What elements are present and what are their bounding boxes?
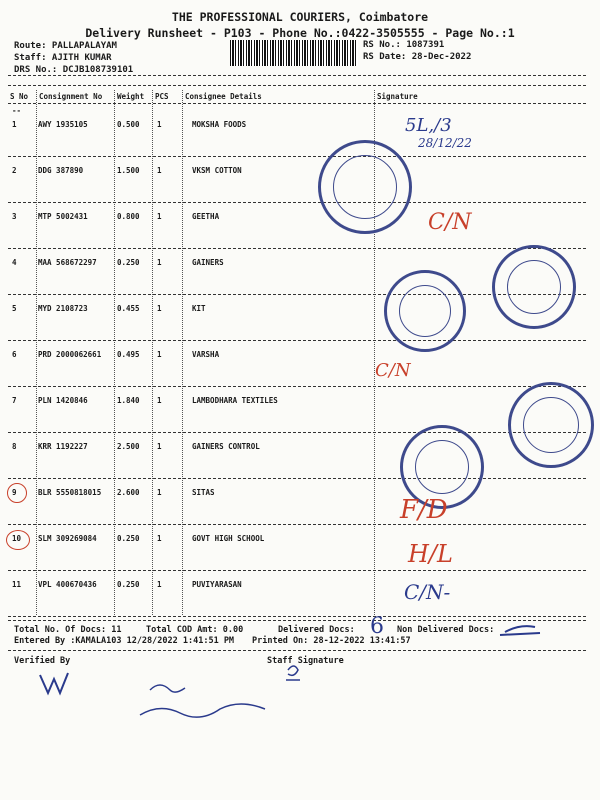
cell-consignee: MOKSHA FOODS — [192, 120, 247, 129]
row-rule — [8, 616, 586, 617]
cell-consignment: VPL 400670436 — [38, 580, 97, 589]
cell-weight: 2.500 — [117, 442, 140, 451]
column-divider — [114, 90, 115, 615]
cell-weight: 2.600 — [117, 488, 140, 497]
row-rule — [8, 478, 586, 479]
cell-pcs: 1 — [157, 304, 162, 313]
cell-pcs: 1 — [157, 534, 162, 543]
cell-pcs: 1 — [157, 396, 162, 405]
column-divider — [36, 90, 37, 615]
cell-consignee: LAMBODHARA TEXTILES — [192, 396, 278, 405]
stamp — [492, 245, 576, 329]
cell-weight: 0.800 — [117, 212, 140, 221]
header-rule-bottom — [8, 103, 586, 104]
cell-consignee: GEETHA — [192, 212, 220, 221]
row-9-circle-mark — [7, 483, 27, 503]
cell-pcs: 1 — [157, 212, 162, 221]
row-rule — [8, 524, 586, 525]
footer-rule — [8, 620, 586, 621]
cell-consignee: PUVIYARASAN — [192, 580, 242, 589]
signature-row-3: C/N — [428, 210, 472, 235]
cell-sno: 8 — [12, 442, 17, 451]
non-delivered-docs-label: Non Delivered Docs: — [397, 625, 495, 635]
cell-weight: 1.500 — [117, 166, 140, 175]
cell-sno: 11 — [12, 580, 22, 589]
stamp — [508, 382, 594, 468]
signature-date-row-1: 28/12/22 — [418, 136, 472, 150]
cell-consignee: SITAS — [192, 488, 215, 497]
row-rule — [8, 340, 586, 341]
cell-weight: 0.250 — [117, 258, 140, 267]
rs-number: RS No.: 1087391 — [363, 40, 445, 50]
cell-pcs: 1 — [157, 488, 162, 497]
cell-sno: 2 — [12, 166, 17, 175]
cell-pcs: 1 — [157, 580, 162, 589]
cell-consignment: SLM 309269084 — [38, 534, 97, 543]
row-rule — [8, 156, 586, 157]
cell-consignee: KIT — [192, 304, 206, 313]
cell-sno: 6 — [12, 350, 17, 359]
company-title: THE PROFESSIONAL COURIERS, Coimbatore — [171, 10, 429, 24]
runsheet-title: Delivery Runsheet - P103 - Phone No.:0422-3505555 - Page No.:1 — [85, 26, 515, 40]
cell-sno: 5 — [12, 304, 17, 313]
signature-row-6: C/N — [375, 360, 411, 381]
cell-sno: 10 — [12, 534, 22, 543]
signature-row-1: 5L,/3 — [405, 115, 452, 136]
row-rule — [8, 570, 586, 571]
cell-consignee: GAINERS CONTROL — [192, 442, 260, 451]
cell-weight: 0.495 — [117, 350, 140, 359]
cell-weight: 1.840 — [117, 396, 140, 405]
stamp — [318, 140, 412, 234]
cell-weight: 0.455 — [117, 304, 140, 313]
verified-by-label: Verified By — [14, 656, 71, 666]
entered-by: Entered By :KAMALA103 12/28/2022 1:41:51 PM — [14, 636, 235, 646]
cell-pcs: 1 — [157, 350, 162, 359]
col-header-consignment: Consignment No — [39, 92, 103, 101]
cell-sno: 3 — [12, 212, 17, 221]
delivered-docs-value: 6 — [370, 614, 384, 639]
cell-sno: 7 — [12, 396, 17, 405]
row-10-circle-mark — [6, 530, 30, 550]
footer-rule-2 — [8, 650, 586, 651]
printed-on: Printed On: 28-12-2022 13:41:57 — [252, 636, 411, 646]
total-cod: Total COD Amt: 0.00 — [146, 625, 244, 635]
cell-consignment: MAA 568672297 — [38, 258, 97, 267]
cell-pcs: 1 — [157, 120, 162, 129]
cell-sno: 4 — [12, 258, 17, 267]
staff-signature-label: Staff Signature — [267, 656, 344, 666]
signature-row-9: F/D — [400, 495, 448, 525]
stamp — [384, 270, 466, 352]
signature-row-10: H/L — [408, 540, 453, 568]
cell-pcs: 1 — [157, 442, 162, 451]
cell-consignee: GOVT HIGH SCHOOL — [192, 534, 265, 543]
drs-number: DRS No.: DCJB108739101 — [14, 65, 134, 75]
cell-weight: 0.250 — [117, 534, 140, 543]
delivered-docs-label: Delivered Docs: — [278, 625, 355, 635]
column-divider — [182, 90, 183, 615]
barcode — [230, 40, 358, 66]
col-header-weight: Weight — [117, 92, 145, 101]
col-header-signature: Signature — [377, 92, 418, 101]
total-docs: Total No. Of Docs: 11 — [14, 625, 122, 635]
signature-row-11: C/N- — [404, 580, 451, 604]
cell-consignment: KRR 1192227 — [38, 442, 88, 451]
cell-consignment: PLN 1420846 — [38, 396, 88, 405]
staff: Staff: AJITH KUMAR — [14, 53, 112, 63]
header-dash: -- — [12, 106, 22, 115]
cell-pcs: 1 — [157, 258, 162, 267]
row-rule — [8, 432, 586, 433]
cell-weight: 0.500 — [117, 120, 140, 129]
col-header-pcs: PCS — [155, 92, 169, 101]
row-rule — [8, 386, 586, 387]
cell-consignment: DDG 387890 — [38, 166, 84, 175]
cell-consignment: PRD 2000062661 — [38, 350, 102, 359]
row-rule — [8, 248, 586, 249]
cell-sno: 9 — [12, 488, 17, 497]
cell-consignee: VARSHA — [192, 350, 220, 359]
header-rule-top — [8, 75, 586, 76]
cell-consignment: MTP 5002431 — [38, 212, 88, 221]
rs-date: RS Date: 28-Dec-2022 — [363, 52, 472, 62]
cell-weight: 0.250 — [117, 580, 140, 589]
header-rule-2 — [8, 85, 586, 86]
col-header-sno: S No — [10, 92, 29, 101]
cell-sno: 1 — [12, 120, 17, 129]
cell-consignment: MYD 2108723 — [38, 304, 88, 313]
cell-consignee: GAINERS — [192, 258, 224, 267]
cell-consignment: BLR 5550818015 — [38, 488, 102, 497]
column-divider — [152, 90, 153, 615]
col-header-consignee: Consignee Details — [185, 92, 262, 101]
cell-consignee: VKSM COTTON — [192, 166, 242, 175]
row-rule — [8, 202, 586, 203]
cell-pcs: 1 — [157, 166, 162, 175]
route: Route: PALLAPALAYAM — [14, 41, 117, 51]
cell-consignment: AWY 1935105 — [38, 120, 88, 129]
